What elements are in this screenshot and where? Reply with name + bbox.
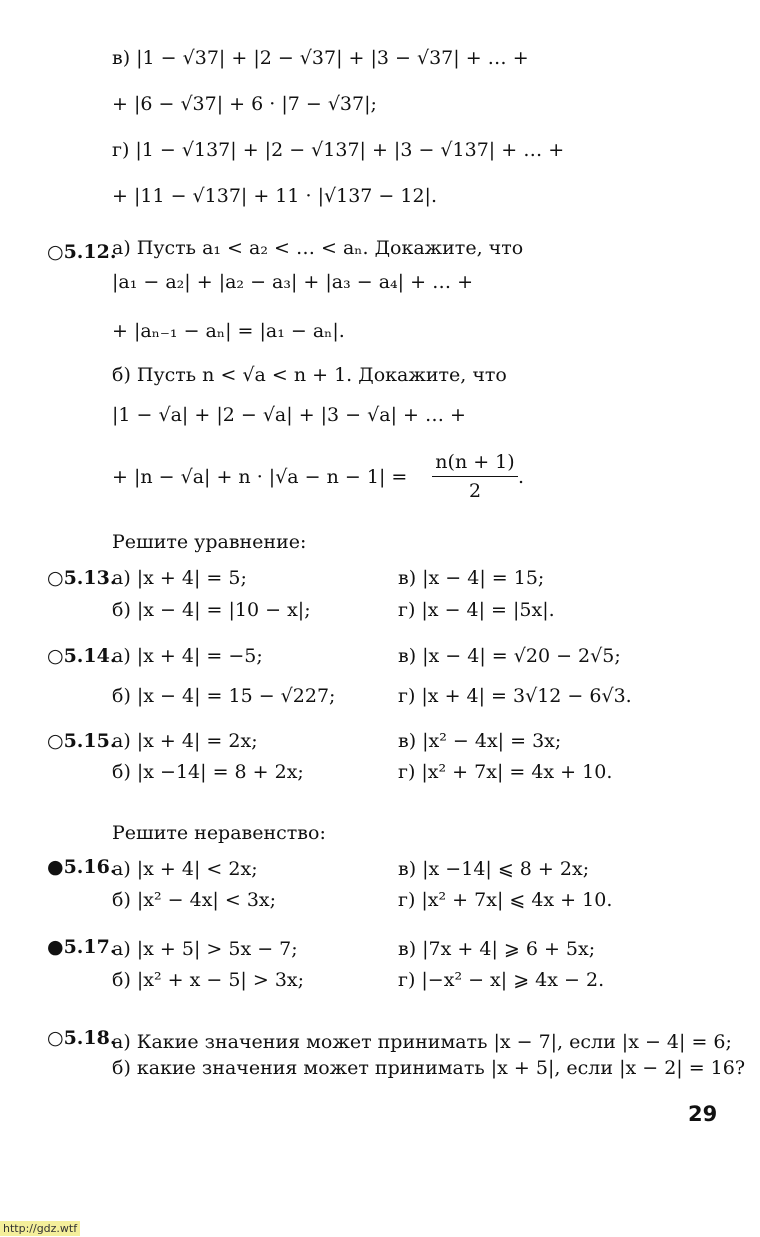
text-line-7: + |aₙ₋₁ − aₙ| = |a₁ − aₙ|. [112,320,345,342]
text-line-6: |a₁ − a₂| + |a₂ − a₃| + |a₃ − a₄| + … + [112,271,474,293]
text-line-16: а) |x + 4| = −5; [112,645,263,667]
text-line-12: а) |x + 4| = 5; [112,567,247,589]
text-line-8: б) Пусть n < √a < n + 1. Докажите, что [112,364,507,386]
text-line-25: а) |x + 4| < 2x; [112,858,258,880]
exercise-number: ●5.16. [47,856,117,878]
exercise-number: ○5.14. [47,645,117,667]
fraction [432,450,518,503]
text-line-9: |1 − √a| + |2 − √a| + |3 − √a| + … + [112,404,466,426]
text-line-11: Решите уравнение: [112,531,307,553]
text-line-10: + |n − √a| + n · |√a − n − 1| = [112,466,408,488]
fraction-denominator: 2 [468,480,482,502]
text-line-27: б) |x² − 4x| < 3x; [112,889,277,911]
fraction-bar [432,476,518,477]
text-line-28: г) |x² + 7x| ⩽ 4x + 10. [398,889,613,911]
text-line-4: + |11 − √137| + 11 · |√137 − 12|. [112,185,437,207]
text-line-30: в) |7x + 4| ⩾ 6 + 5x; [398,938,596,960]
text-line-17: в) |x − 4| = √20 − 2√5; [398,645,621,667]
text-line-32: г) |−x² − x| ⩾ 4x − 2. [398,969,605,991]
text-line-15: г) |x − 4| = |5x|. [398,599,555,621]
text-line-2: + |6 − √37| + 6 · |7 − √37|; [112,93,377,115]
exercise-number: ○5.18. [47,1027,117,1049]
text-line-34: б) какие значения может принимать |x + 5|, если |x − 2| = 16? [112,1057,746,1079]
text-line-23: г) |x² + 7x| = 4x + 10. [398,761,613,783]
text-line-29: а) |x + 5| > 5x − 7; [112,938,298,960]
text-line-1: в) |1 − √37| + |2 − √37| + |3 − √37| + … + [112,47,529,69]
text-line-33: а) Какие значения может принимать |x − 7|, если |x − 4| = 6; [112,1031,732,1053]
text-line-13: в) |x − 4| = 15; [398,567,545,589]
exercise-number: ○5.15. [47,730,117,752]
text-line-14: б) |x − 4| = |10 − x|; [112,599,311,621]
fraction-period: . [518,466,525,488]
text-line-3: г) |1 − √137| + |2 − √137| + |3 − √137| + … + [112,139,565,161]
text-line-5: а) Пусть a₁ < a₂ < … < aₙ. Докажите, что [112,237,524,259]
exercise-number: ●5.17. [47,936,117,958]
text-line-21: в) |x² − 4x| = 3x; [398,730,562,752]
page-number: 29 [688,1102,718,1126]
exercise-number: ○5.12. [47,241,117,263]
text-line-24: Решите неравенство: [112,822,326,844]
watermark: http://gdz.wtf [0,1221,80,1236]
text-line-20: а) |x + 4| = 2x; [112,730,258,752]
exercise-number: ○5.13. [47,567,117,589]
text-line-19: г) |x + 4| = 3√12 − 6√3. [398,685,632,707]
text-line-22: б) |x −14| = 8 + 2x; [112,761,304,783]
fraction-numerator: n(n + 1) [435,451,515,473]
text-line-18: б) |x − 4| = 15 − √227; [112,685,336,707]
text-line-26: в) |x −14| ⩽ 8 + 2x; [398,858,590,880]
text-line-31: б) |x² + x − 5| > 3x; [112,969,305,991]
